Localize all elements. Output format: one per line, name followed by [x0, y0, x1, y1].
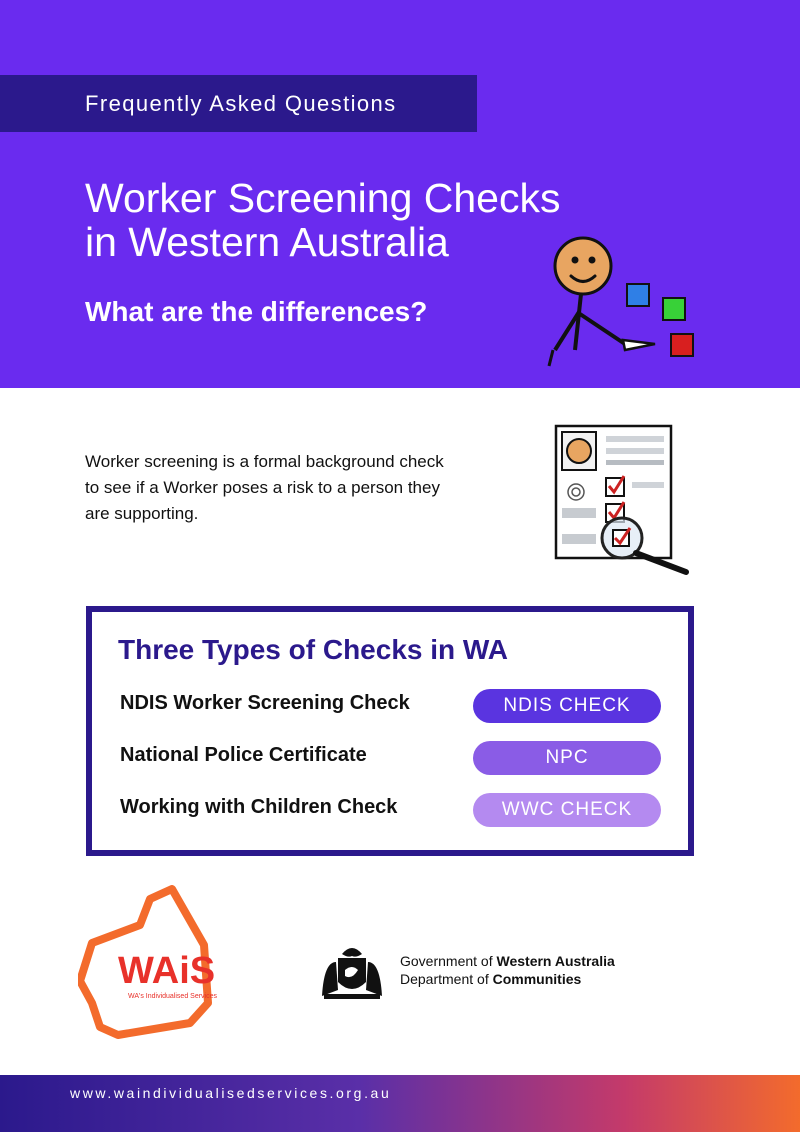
page-title-line1: Worker Screening Checks: [85, 175, 561, 221]
header-banner: [0, 0, 800, 388]
person-sorting-blocks-illustration: [545, 232, 705, 377]
checks-heading: Three Types of Checks in WA: [118, 634, 509, 665]
page-subtitle: What are the differences?: [85, 296, 428, 327]
intro-text: Worker screening is a formal background check to see if a Worker poses a risk to a person they are supporting.: [85, 452, 444, 523]
faq-label: Frequently Asked Questions: [85, 91, 397, 116]
svg-text:WAiS: WAiS: [118, 950, 216, 992]
wais-logo: [78, 885, 228, 1040]
page-title: [85, 176, 560, 264]
check-label-wwc: Working with Children Check: [120, 796, 398, 818]
checks-panel: [86, 606, 694, 856]
footer-bar: [0, 1075, 800, 1132]
government-department-text: [400, 952, 615, 988]
gov-line-2: Department of Communities: [400, 971, 582, 987]
gov-line-1: Government of Western Australia: [400, 953, 615, 969]
screening-document-icon: [552, 422, 697, 577]
badge-ndis-check: NDIS CHECK: [473, 689, 661, 723]
wa-government-crest: [318, 940, 386, 1002]
page-title-line2: in Western Australia: [85, 219, 449, 265]
badge-npc: NPC: [473, 741, 661, 775]
check-label-ndis: NDIS Worker Screening Check: [120, 692, 410, 714]
svg-text:WA's Individualised Services: WA's Individualised Services: [128, 993, 218, 1000]
check-label-npc: National Police Certificate: [120, 744, 367, 766]
badge-wwc-check: WWC CHECK: [473, 793, 661, 827]
footer-url[interactable]: www.waindividualisedservices.org.au: [70, 1085, 392, 1101]
faq-band: [0, 75, 477, 132]
